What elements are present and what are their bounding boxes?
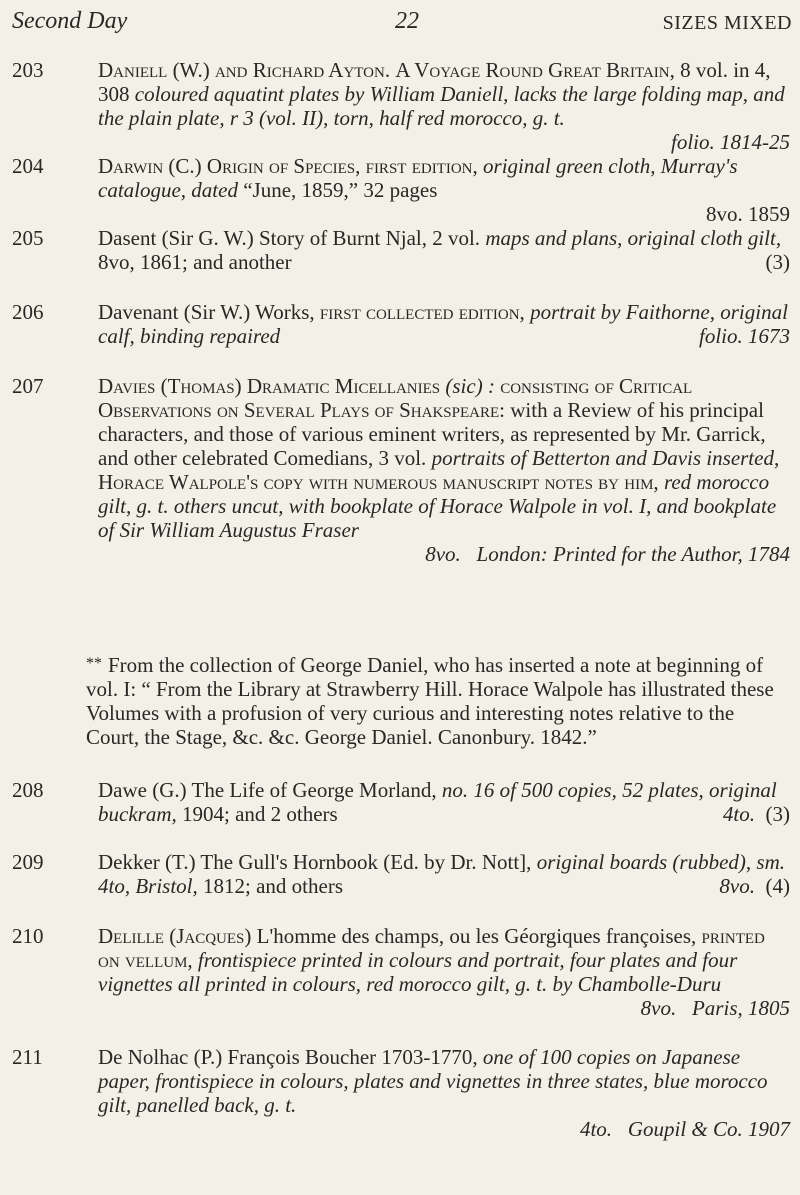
header-category: SIZES MIXED <box>662 12 792 34</box>
lot-small-caps: printed on vellum, <box>98 924 765 972</box>
lot-imprint <box>98 542 790 566</box>
lot-description <box>98 778 790 826</box>
lot-title: Origin of Species, first edition, <box>206 154 478 178</box>
lot-size: 8vo. <box>719 874 755 898</box>
lot-italic-text: coloured aquatint plates by William Daniell, lacks the large folding map, and the plain plate, r 3 (vol. II), torn, half red morocco, g. t. <box>98 82 785 130</box>
lot-description <box>98 924 790 1020</box>
lot-title: A Voyage Round Great Britain, <box>395 58 675 82</box>
lot-item-count: (3) <box>765 802 790 826</box>
note-marker: ** <box>86 655 102 672</box>
lot-description <box>98 1045 790 1141</box>
lot-size: 4to. <box>722 802 755 826</box>
lot-small-caps: Horace Walpole's copy with numerous manuscript notes by him, <box>98 470 659 494</box>
lot-italic-text: frontispiece printed in colours and portrait, four plates and four vignettes all printed in colours, red morocco gilt, g. t. by Chambolle-Duru <box>98 948 738 996</box>
lot-small-caps: consisting of Critical Observations on Several Plays of Shakspeare: <box>98 374 693 422</box>
lot-italic-text: portraits of Betterton and Davis inserted, <box>431 446 780 470</box>
lot-author: Davies (Thomas) Dramatic Micellanies <box>98 374 441 398</box>
lot-italic-text: (sic) : <box>440 374 501 398</box>
lot-author: Daniell (W.) and Richard Ayton. <box>98 58 391 82</box>
lot-number: 211 <box>12 1045 43 1069</box>
lot-italic-text: one of 100 copies on Japanese paper, frontispiece in colours, plates and vignettes in three states, blue morocco gilt, panelled back, g. t. <box>98 1045 768 1117</box>
lot-author: Delille (Jacques) <box>98 924 252 948</box>
lot-text: “June, 1859,” 32 pages <box>243 178 438 202</box>
lot-size-date: folio. 1673 <box>698 324 790 348</box>
lot-description <box>98 374 790 566</box>
lot-text: Dekker (T.) The Gull's Hornbook (Ed. by Dr. Nott], <box>98 850 537 874</box>
lot-imprint-text: Paris, 1805 <box>691 996 790 1020</box>
lot-italic-text: portrait by Faithorne, original calf, binding repaired <box>98 300 788 348</box>
lot-text: 1904; and 2 others <box>176 802 338 826</box>
page-header <box>12 4 792 38</box>
page-number: 22 <box>395 8 419 34</box>
lot-italic-text: original green cloth, Murray's catalogue, dated <box>98 154 738 202</box>
lot-small-caps: first collected edition, <box>319 300 525 324</box>
lot-text: Davenant (Sir W.) Works, <box>98 300 320 324</box>
lot-size: 4to. <box>579 1117 613 1141</box>
lot-description <box>98 300 790 348</box>
lot-number: 203 <box>12 58 44 82</box>
note-text: From the collection of George Daniel, who has inserted a note at beginning of vol. I: “ From the Library at Strawberry Hill. Horace Walpole has illustrated these Volumes with a profusion of very curious and interesting notes relative to the Court, the Stage, &c. &c. George Daniel. Canonbury. 1842.” <box>86 653 774 749</box>
lot-italic-text: no. 16 of 500 copies, 52 plates, original buckram, <box>98 778 777 826</box>
lot-description <box>98 154 790 226</box>
lot-size: 8vo. <box>640 996 677 1020</box>
header-section-title: Second Day <box>12 8 128 34</box>
lot-number: 204 <box>12 154 44 178</box>
lot-italic-text: red morocco gilt, g. t. others uncut, with bookplate of Horace Walpole in vol. I, and bookplate of Sir William Augustus Fraser <box>98 470 777 542</box>
lot-number: 208 <box>12 778 44 802</box>
lot-number: 209 <box>12 850 44 874</box>
lot-description <box>98 226 790 274</box>
lot-size-date: folio. 1814-25 <box>671 130 790 154</box>
lot-text: Dasent (Sir G. W.) Story of Burnt Njal, 2 vol. <box>98 226 486 250</box>
lot-text: with a Review of his principal characters, and those of various eminent writers, as represented by Mr. Garrick, and other celebrated Comedians, 3 vol. <box>98 398 766 470</box>
lot-number: 207 <box>12 374 44 398</box>
lot-text: L'homme des champs, ou les Géorgiques françoises, <box>251 924 702 948</box>
lot-author: Darwin (C.) <box>98 154 202 178</box>
lot-size: 8vo. <box>425 542 461 566</box>
lot-italic-text: maps and plans, original cloth gilt, <box>485 226 782 250</box>
lot-description <box>98 58 790 154</box>
lot-imprint <box>98 1117 790 1141</box>
lot-text: De Nolhac (P.) François Boucher 1703-1770, <box>98 1045 483 1069</box>
lot-description <box>98 850 790 898</box>
lot-item-count: (3) <box>765 250 790 274</box>
lot-imprint-text: London: Printed for the Author, 1784 <box>476 542 790 566</box>
lot-number: 205 <box>12 226 44 250</box>
lot-text: 8 vol. in 4, 308 <box>98 58 771 106</box>
lot-text: 1812; and others <box>197 874 343 898</box>
provenance-note <box>86 652 790 749</box>
lot-text: Dawe (G.) The Life of George Morland, <box>98 778 442 802</box>
lot-size-date: 8vo. 1859 <box>706 202 790 226</box>
lot-number: 206 <box>12 300 44 324</box>
lot-number: 210 <box>12 924 44 948</box>
lot-imprint-text: Goupil & Co. 1907 <box>627 1117 790 1141</box>
lot-item-count: (4) <box>765 874 790 898</box>
lot-imprint <box>98 996 790 1020</box>
lot-text: 8vo, 1861; and another <box>98 250 292 274</box>
lot-italic-text: original boards (rubbed), sm. 4to, Bristol, <box>98 850 785 898</box>
